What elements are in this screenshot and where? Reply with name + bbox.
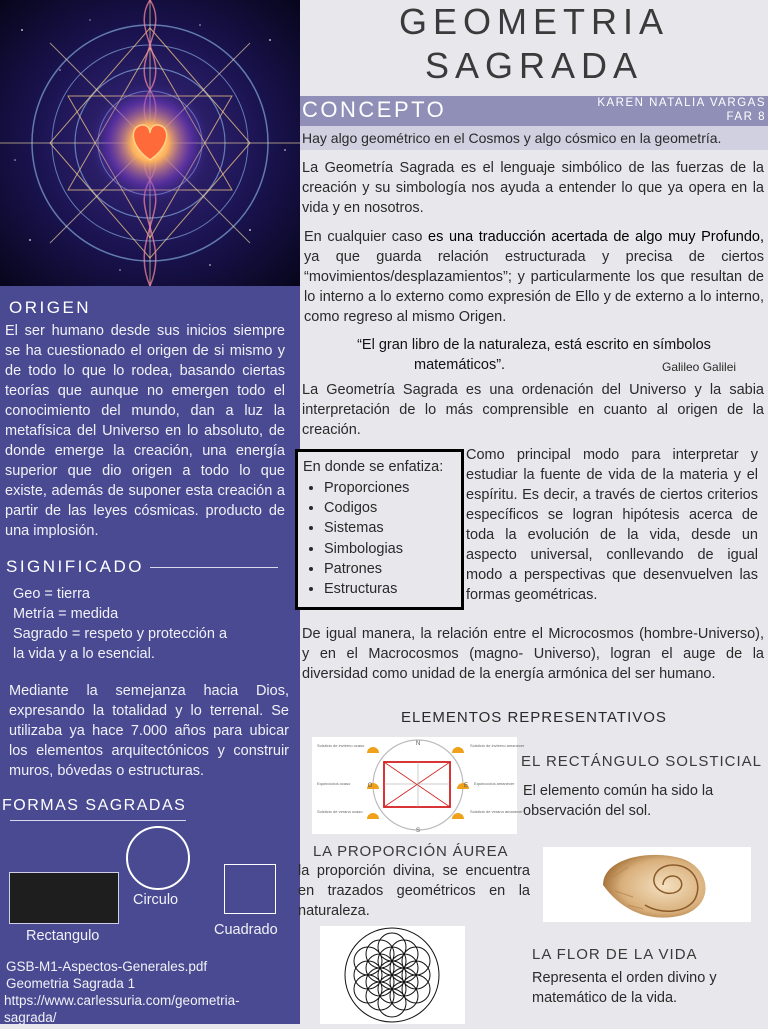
significado-heading: SIGNIFICADO [6, 557, 145, 576]
author-block [540, 96, 766, 124]
rectangulo-heading: EL RECTÁNGULO SOLSTICIAL [521, 753, 763, 770]
square-shape [224, 864, 276, 914]
enfatiza-title: En donde se enfatiza: [303, 459, 444, 475]
title-line: SAGRADA [424, 45, 644, 86]
quote-line: “El gran libro de la naturaleza, está escrito en símbolos [357, 337, 711, 353]
rectangulo-text: El elemento común ha sido la observación del sol. [523, 783, 714, 819]
page-title [300, 0, 768, 88]
formas-heading: FORMAS SAGRADAS [2, 797, 187, 814]
author-group: FAR 8 [726, 111, 766, 123]
flor-heading: LA FLOR DE LA VIDA [532, 946, 698, 963]
significado-text: Mediante la semejanza hacia Dios, expresando la totalidad y lo terrenal. Se utilizaba ya hace 7.000 años para ubicar los elementos arquitectónicos y construir muros, bóvedas o estructuras. [9, 683, 289, 779]
formas-rule [10, 820, 186, 821]
paragraph-4: Como principal modo para interpretar y estudiar la fuente de vida de la materia y el espíritu. Es decir, a través de ciertos criterios específicos se logran hipótesis acerca de toda la evolución de la vida, desde un aspecto universal, conllevando de igual modo a perspectivas que desenvuelven las formas geométricas. [466, 447, 758, 603]
solstice-diagram [312, 737, 525, 834]
enfatiza-box [295, 449, 464, 610]
list-item: • Sistemas [324, 518, 461, 538]
nautilus-image [543, 847, 751, 922]
diagram-label: Solsticio de invierno amanecer [470, 743, 525, 748]
diagram-label: Solsticio de verano ocaso [317, 809, 363, 814]
elementos-heading: ELEMENTOS REPRESENTATIVOS [401, 709, 667, 726]
list-item: • Proporciones [324, 478, 461, 498]
list-item: • Codigos [324, 498, 461, 518]
significado-item: Metría = medida [13, 606, 119, 622]
diagram-label: Solsticio de verano amanecer [470, 809, 523, 814]
quote-author: Galileo Galilei [662, 360, 737, 374]
origen-heading: ORIGEN [9, 298, 92, 317]
circle-label: Circulo [133, 892, 179, 908]
quote-line: matemáticos”. [414, 357, 506, 373]
square-label: Cuadrado [214, 922, 278, 938]
reference: GSB-M1-Aspectos-Generales.pdf [6, 959, 208, 974]
paragraph-3: La Geometría Sagrada es una ordenación del Universo y la sabia interpretación de lo más comprensible en cuanto al origen de la creación. [302, 382, 764, 438]
reference-link[interactable]: sagrada/ [4, 1010, 57, 1025]
list-item: • Simbologias [324, 539, 461, 559]
list-item: • Estructuras [324, 579, 461, 599]
cosmic-image [0, 0, 300, 286]
flor-text: Representa el orden divino y matemático de la vida. [532, 970, 717, 1006]
paragraph-5: De igual manera, la relación entre el Microcosmos (hombre-Universo), y en el Macrocosmos (magno- Universo), logran el auge de la diversidad como unidad de la energía armónica del ser humano. [302, 626, 764, 682]
rectangle-shape [9, 872, 119, 924]
aurea-text: la proporción divina, se encuentra en trazados geométricos en la naturaleza. [298, 863, 530, 919]
concepto-heading: CONCEPTO [302, 97, 447, 122]
author-name: KAREN NATALIA VARGAS [597, 97, 766, 109]
intro-text: Hay algo geométrico en el Cosmos y algo cósmico en la geometría. [302, 130, 722, 146]
diagram-label: S [415, 828, 421, 834]
flower-of-life-image [320, 926, 465, 1024]
reference-link[interactable]: https://www.carlessuria.com/geometria- [4, 993, 240, 1008]
enfatiza-list [298, 478, 461, 599]
paragraph-2: En cualquier caso es una traducción acertada de algo muy Profundo, ya que guarda relación estructurada y precisa de ciertos “movimientos/desplazamientos”; y particularmente los que resultan de lo interno a lo externo como expresión de Ello y de externo a lo interno, como regreso al mismo Origen. [304, 229, 764, 325]
rectangle-label: Rectangulo [26, 928, 100, 944]
diagram-label: N [415, 741, 421, 747]
diagram-label: Equinoccios amanecer [474, 781, 515, 786]
paragraph-1: La Geometría Sagrada es el lenguaje simbólico de las fuerzas de la creación y su simbología nos ayuda a entender lo que ya opera en la vida y en nosotros. [302, 160, 764, 216]
reference: Geometria Sagrada 1 [6, 976, 136, 991]
diagram-label: O [367, 783, 373, 789]
significado-item: Sagrado = respeto y protección a [13, 626, 228, 642]
circle-shape [126, 826, 190, 890]
significado-rule [150, 567, 278, 568]
title-line: GEOMETRIA [398, 1, 670, 42]
diagram-label: Solsticio de invierno ocaso [317, 743, 365, 748]
significado-item: Geo = tierra [13, 586, 90, 602]
origen-text: El ser humano desde sus inicios siempre se ha cuestionado el origen de si mismo y de todo lo que lo rodea, basando ciertas teorías que aunque no emergen todo el conocimiento del mundo, dan a luz la metafísica del Universo en lo absoluto, de donde emerge la creación, una energía superior que dio origen a todo lo que existe, además de suponer esta creación a partir de las leyes cósmicas. producto de una implosión. [5, 323, 285, 539]
diagram-label: Equinoccios ocaso [317, 781, 351, 786]
significado-item: la vida y a lo esencial. [13, 646, 155, 662]
diagram-label: E [463, 783, 469, 789]
aurea-heading: LA PROPORCIÓN ÁUREA [313, 843, 509, 860]
list-item: • Patrones [324, 559, 461, 579]
